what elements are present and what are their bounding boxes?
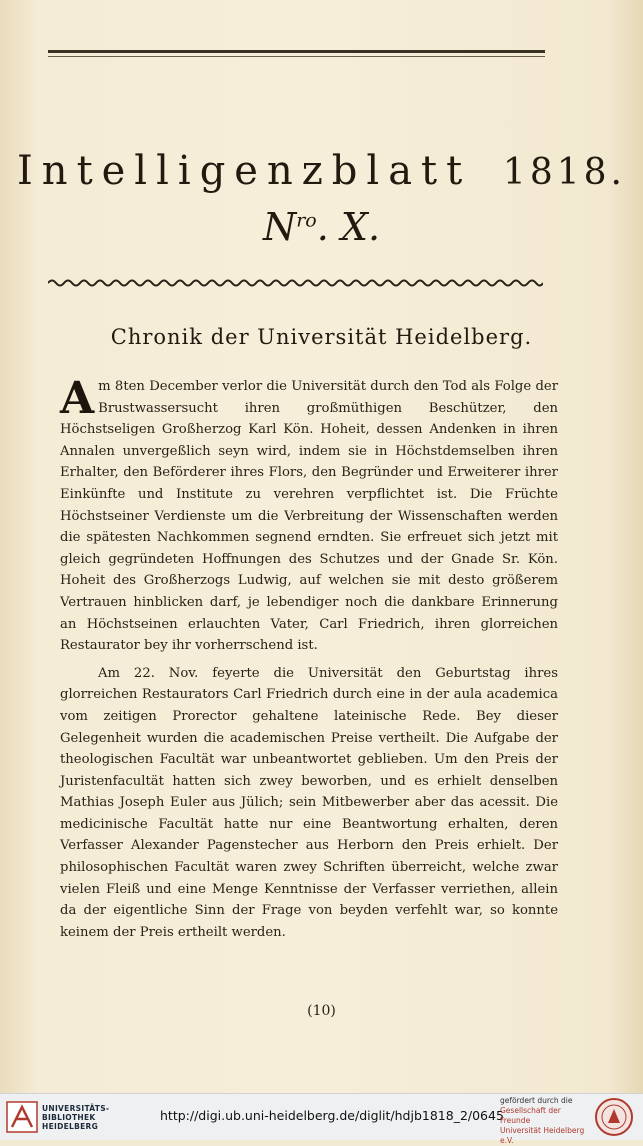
university-library-logo-icon <box>6 1101 38 1133</box>
sponsor-org-line-1[interactable]: Gesellschaft der Freunde <box>500 1106 561 1125</box>
page-number: (10) <box>307 1003 336 1019</box>
library-name-line-2: BIBLIOTHEK <box>42 1113 96 1122</box>
body-text <box>60 373 558 943</box>
section-heading: Chronik der Universität Heidelberg. <box>110 325 533 349</box>
paragraph-1-text: m 8ten December verlor die Universität durch den Tod als Folge der Brustwassersucht ihren großmüthigen Beschützer, den Höchstseligen Großherzog Karl Kön. Hoheit, dessen Andenken in ihren Annalen unvergeßlich seyn wird, indem sie in Höchstdemselben ihren Erhalter, den Beförderer ihres Flors, den Begründer und Erweiterer ihrer Einkünfte und Institute zu verehren verpflichtet ist. Die Früchte Höchstseiner Verdienste um die Verbreitung der Wissenschaften werden die spätesten Nachkommen segnend erndten. Sie erfreuet sich jetzt mit gleich gegründeten Hoffnungen des Schutzes und der Gnade Sr. Kön. Hoheit des Großherzogs Ludwig, auf welchen sie mit desto größerem Vertrauen hinblicken darf, je lebendiger noch die dankbare Erinnerung an Höchstseinen erlauchten Vater, Carl Friedrich, ihren glorreichen Restaurator bey ihr vorherrschend ist. <box>60 379 558 654</box>
page-title <box>0 148 643 194</box>
top-double-rule <box>48 50 545 53</box>
university-seal-icon <box>594 1097 634 1137</box>
issue-number-value: . X. <box>316 205 381 249</box>
sponsor-label: gefördert durch die <box>500 1096 573 1105</box>
title-year: 1818. <box>502 152 626 193</box>
issue-number-prefix: N <box>262 205 297 249</box>
library-name-line-1: UNIVERSITÄTS- <box>42 1104 110 1113</box>
issue-number-sup: ro <box>296 209 317 232</box>
library-name-line-3: HEIDELBERG <box>42 1122 99 1131</box>
permalink-url[interactable]: http://digi.ub.uni-heidelberg.de/diglit/hdjb1818_2/0645 <box>160 1108 504 1123</box>
library-name <box>42 1104 109 1131</box>
paragraph-1 <box>60 373 558 657</box>
sponsor-org-line-2[interactable]: Universität Heidelberg e.V. <box>500 1126 585 1145</box>
footer-bar <box>0 1093 643 1145</box>
wavy-divider <box>48 276 543 290</box>
paragraph-2: Am 22. Nov. feyerte die Universität den Geburtstag ihres glorreichen Restaurators Carl Friedrich durch eine in der aula academica vom zeitigen Prorector gehaltene lateinische Rede. Bey dieser Gelegenheit wurden die academischen Preise vertheilt. Die Aufgabe der theologischen Facultät war unbeantwortet geblieben. Um den Preis der Juristenfacultät hatten sich zwey beworben, und es erhielt denselben Mathias Joseph Euler aus Jülich; sein Mitbewerber aber das acessit. Die medicinische Facultät hatte nur eine Beantwortung erhalten, deren Verfasser Alexander Pagenstecher aus Herborn den Preis erhielt. Der philosophischen Facultät waren zwey Schriften überreicht, welche zwar vielen Fleiß und eine Menge Kenntnisse der Verfasser verriethen, allein da der eigentliche Sinn der Frage von beyden verfehlt war, so konnte keinem der Preis ertheilt werden. <box>60 665 558 940</box>
title-text: Intelligenzblatt <box>17 148 472 194</box>
issue-number <box>0 205 643 249</box>
drop-cap: A <box>60 373 95 424</box>
